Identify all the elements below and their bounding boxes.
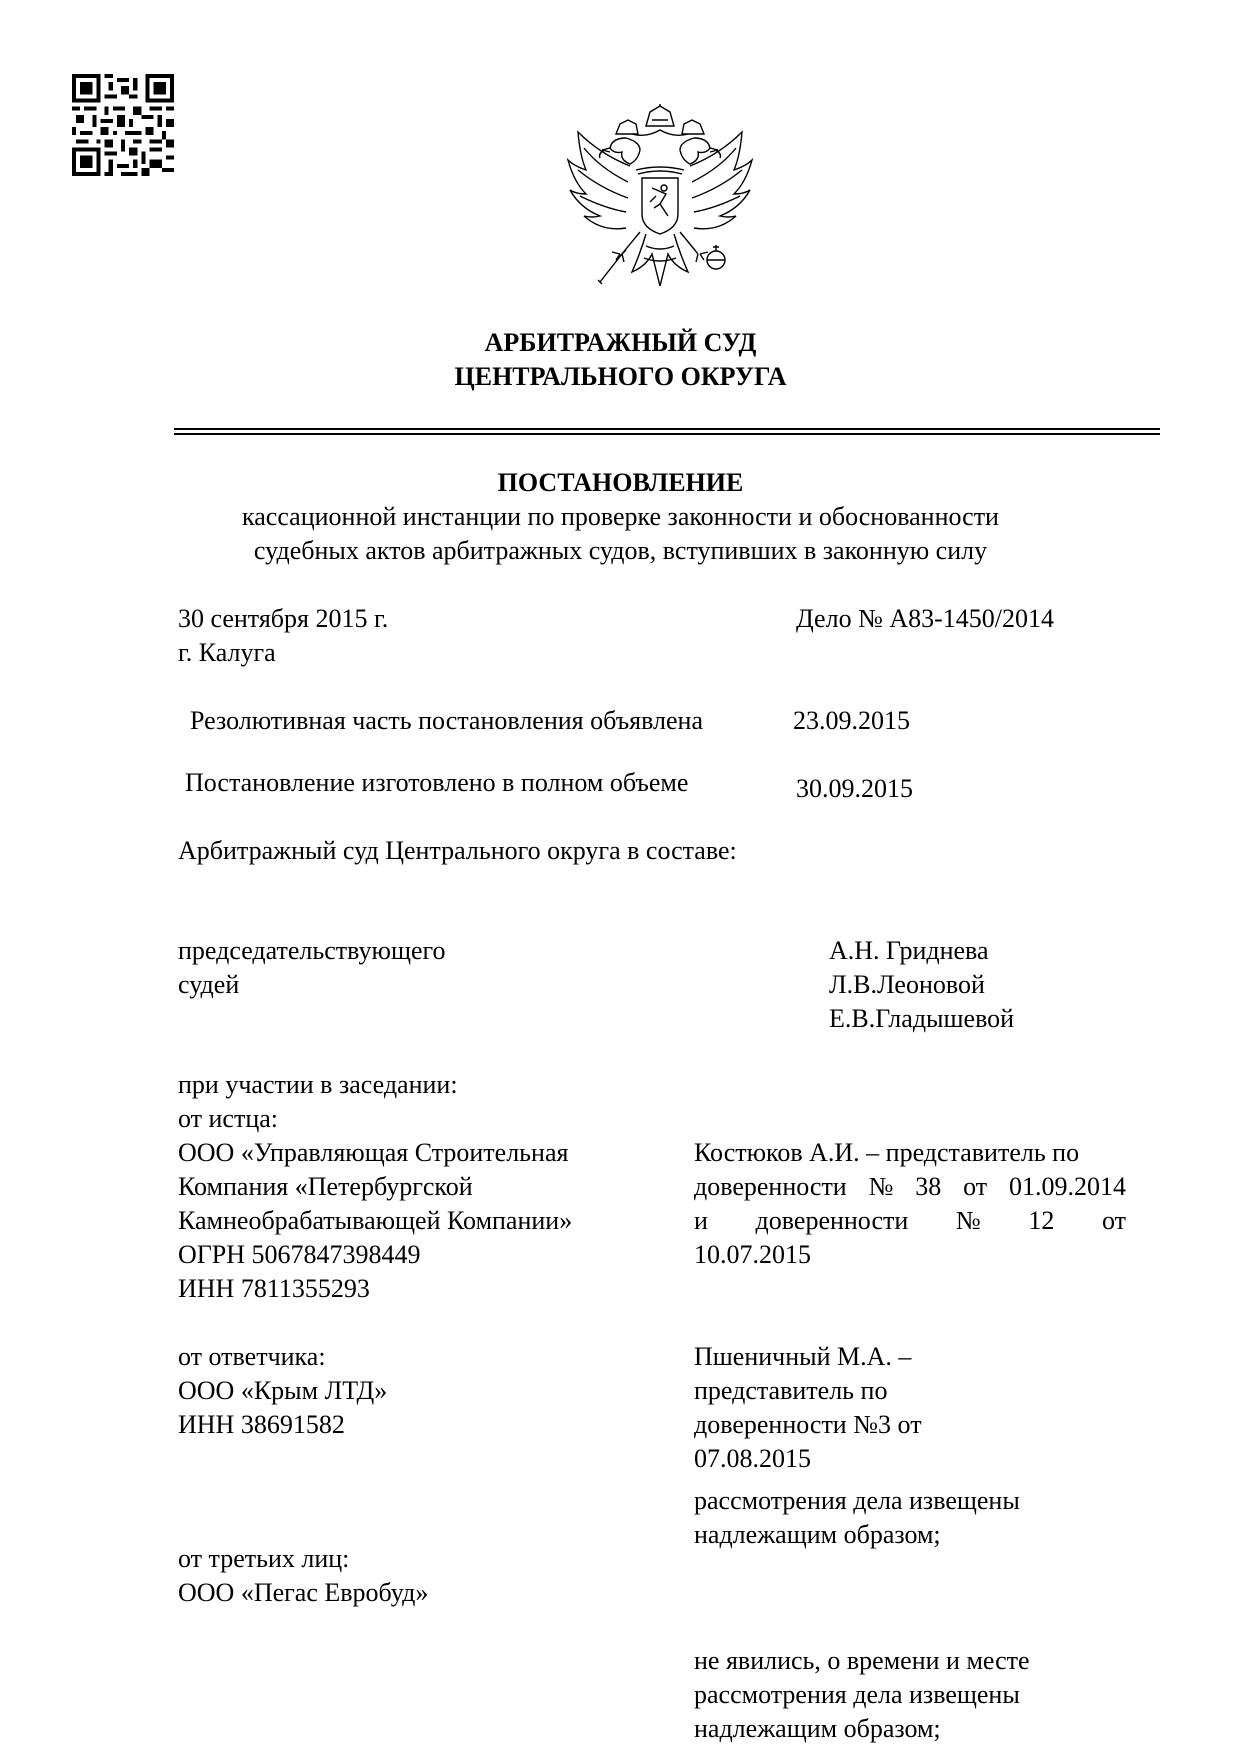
resolution-date: 23.09.2015 [793,706,910,735]
full-text-date: 30.09.2015 [796,774,913,803]
notice-line: рассмотрения дела извещены [694,1486,1020,1515]
rep-word: от [1101,1206,1126,1235]
court-name-line-1: АРБИТРАЖНЫЙ СУД [484,328,757,357]
defendant-name: ООО «Крым ЛТД» [178,1376,388,1405]
notice-line: надлежащим образом; [694,1520,941,1549]
participants-header: при участии в заседании: [178,1070,458,1099]
plaintiff-rep-line [694,1204,1126,1238]
qr-code [72,74,174,176]
plaintiff-line: ООО «Управляющая Строительная [178,1138,569,1167]
defendant-inn: ИНН 38691582 [178,1410,345,1439]
third-party-name: ООО «Пегас Евробуд» [178,1578,429,1607]
defendant-label: от ответчика: [178,1342,326,1371]
full-text-label: Постановление изготовлено в полном объеме [185,768,689,797]
document-date: 30 сентября 2015 г. [178,604,389,633]
defendant-rep-line: доверенности №3 от [694,1410,922,1439]
document-subtitle-line-2: судебных актов арбитражных судов, вступивших в законную силу [253,536,988,565]
plaintiff-rep-line: 10.07.2015 [694,1240,811,1269]
plaintiff-line: Камнеобрабатывающей Компании» [178,1206,573,1235]
rep-word: от [963,1172,988,1201]
presiding-judge-name: А.Н. Гриднева [829,936,989,965]
judge-name-2: Л.В.Леоновой [829,970,985,999]
resolution-label: Резолютивная часть постановления объявлена [190,706,704,735]
composition-intro: Арбитражный суд Центрального округа в составе: [178,836,737,865]
rep-word: доверенности [694,1172,847,1201]
presiding-label: председательствующего [178,936,446,965]
rep-word: и [694,1206,708,1235]
rep-word: 12 [1028,1206,1055,1235]
document-city: г. Калуга [178,638,276,667]
defendant-rep-line: Пшеничный М.А. – [694,1342,912,1371]
court-name-line-2: ЦЕНТРАЛЬНОГО ОКРУГА [454,362,787,391]
defendant-rep-line: представитель по [694,1376,888,1405]
judges-label: судей [178,970,240,999]
header-divider-top [174,428,1160,430]
notice-line: рассмотрения дела извещены [694,1680,1020,1709]
plaintiff-ogrn: ОГРН 5067847398449 [178,1240,421,1269]
defendant-rep-line: 07.08.2015 [694,1444,811,1473]
plaintiff-label: от истца: [178,1104,279,1133]
notice-line: надлежащим образом; [694,1714,941,1743]
rep-word: № [868,1172,894,1201]
plaintiff-rep-line: Костюков А.И. – представитель по [694,1138,1080,1167]
rep-word: 38 [915,1172,942,1201]
rep-word: доверенности [755,1206,909,1235]
plaintiff-line: Компания «Петербургской [178,1172,473,1201]
header-divider-bottom [174,433,1160,435]
plaintiff-inn: ИНН 7811355293 [178,1274,370,1303]
notice-line: не явились, о времени и месте [694,1646,1030,1675]
plaintiff-rep-line [694,1170,1126,1204]
rep-word: 01.09.2014 [1008,1172,1126,1201]
third-parties-label: от третьих лиц: [178,1544,350,1573]
document-subtitle-line-1: кассационной инстанции по проверке законности и обоснованности [242,502,999,531]
rep-word: № [955,1206,981,1235]
coat-of-arms-emblem [560,104,760,292]
document-title: ПОСТАНОВЛЕНИЕ [497,468,744,497]
judge-name-3: Е.В.Гладышевой [829,1004,1015,1033]
case-number: Дело № А83-1450/2014 [796,604,1055,633]
